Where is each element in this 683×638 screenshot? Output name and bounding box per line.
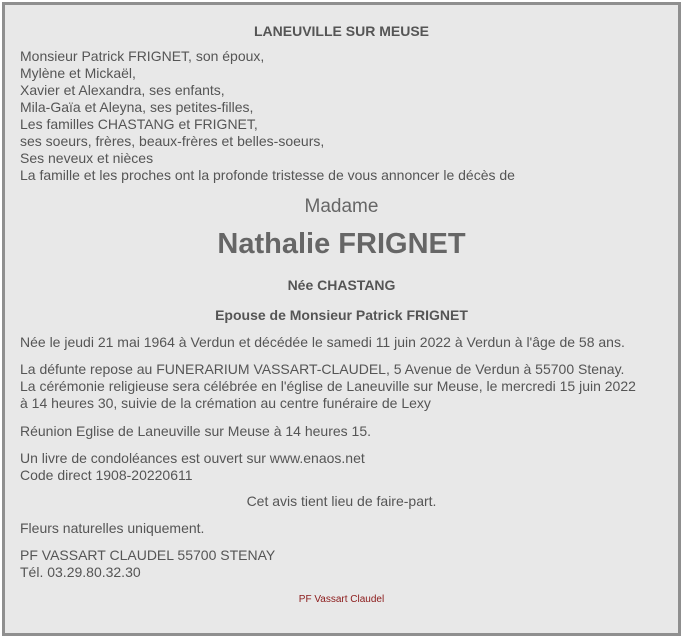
obituary-notice [2, 2, 681, 636]
family-line: Mylène et Mickaël, [20, 65, 136, 81]
code-line: Code direct 1908-20220611 [20, 467, 193, 483]
funeral-home-name: PF VASSART CLAUDEL 55700 STENAY [20, 547, 276, 563]
family-line: Xavier et Alexandra, ses enfants, [20, 82, 225, 98]
town-heading: LANEUVILLE SUR MEUSE [253, 23, 429, 39]
flowers-line: Fleurs naturelles uniquement. [20, 520, 205, 536]
family-list [20, 48, 660, 184]
funeral-line: La cérémonie religieuse sera célébrée en l'église de Laneuville sur Meuse, le mercredi 15 juin 2022 [20, 378, 636, 394]
deceased-name: Nathalie FRIGNET [217, 228, 466, 260]
funeral-line: La défunte repose au FUNERARIUM VASSART-CLAUDEL, 5 Avenue de Verdun à 55700 Stenay. [20, 361, 625, 377]
funeral-line: à 14 heures 30, suivie de la crémation au centre funéraire de Lexy [20, 395, 431, 411]
deceased-title: Madame [304, 196, 379, 217]
family-line: ses soeurs, frères, beaux-frères et belles-soeurs, [20, 133, 325, 149]
signature: PF Vassart Claudel [298, 594, 385, 605]
maiden-name: Née CHASTANG [287, 277, 396, 293]
reunion-line: Réunion Eglise de Laneuville sur Meuse à 14 heures 15. [20, 423, 372, 439]
faire-part-note: Cet avis tient lieu de faire-part. [246, 493, 437, 509]
flowers-note [20, 520, 665, 537]
condolence-line: Un livre de condoléances est ouvert sur www.enaos.net [20, 450, 365, 466]
dates-line: Née le jeudi 21 mai 1964 à Verdun et décédée le samedi 11 juin 2022 à Verdun à l'âge de 58 ans. [20, 334, 625, 350]
announcement-line: La famille et les proches ont la profonde tristesse de vous annoncer le décès de [20, 167, 515, 183]
spouse-line: Epouse de Monsieur Patrick FRIGNET [215, 307, 468, 323]
condolence-info [20, 450, 665, 484]
birth-death-dates [20, 334, 665, 351]
funeral-home-info [20, 547, 665, 581]
funeral-home-phone: Tél. 03.29.80.32.30 [20, 564, 141, 580]
family-line: Monsieur Patrick FRIGNET, son époux, [20, 48, 265, 64]
funeral-details [20, 361, 665, 412]
family-line: Ses neveux et nièces [20, 150, 154, 166]
family-line: Les familles CHASTANG et FRIGNET, [20, 116, 258, 132]
reunion-info [20, 423, 665, 440]
family-line: Mila-Gaïa et Aleyna, ses petites-filles, [20, 99, 254, 115]
